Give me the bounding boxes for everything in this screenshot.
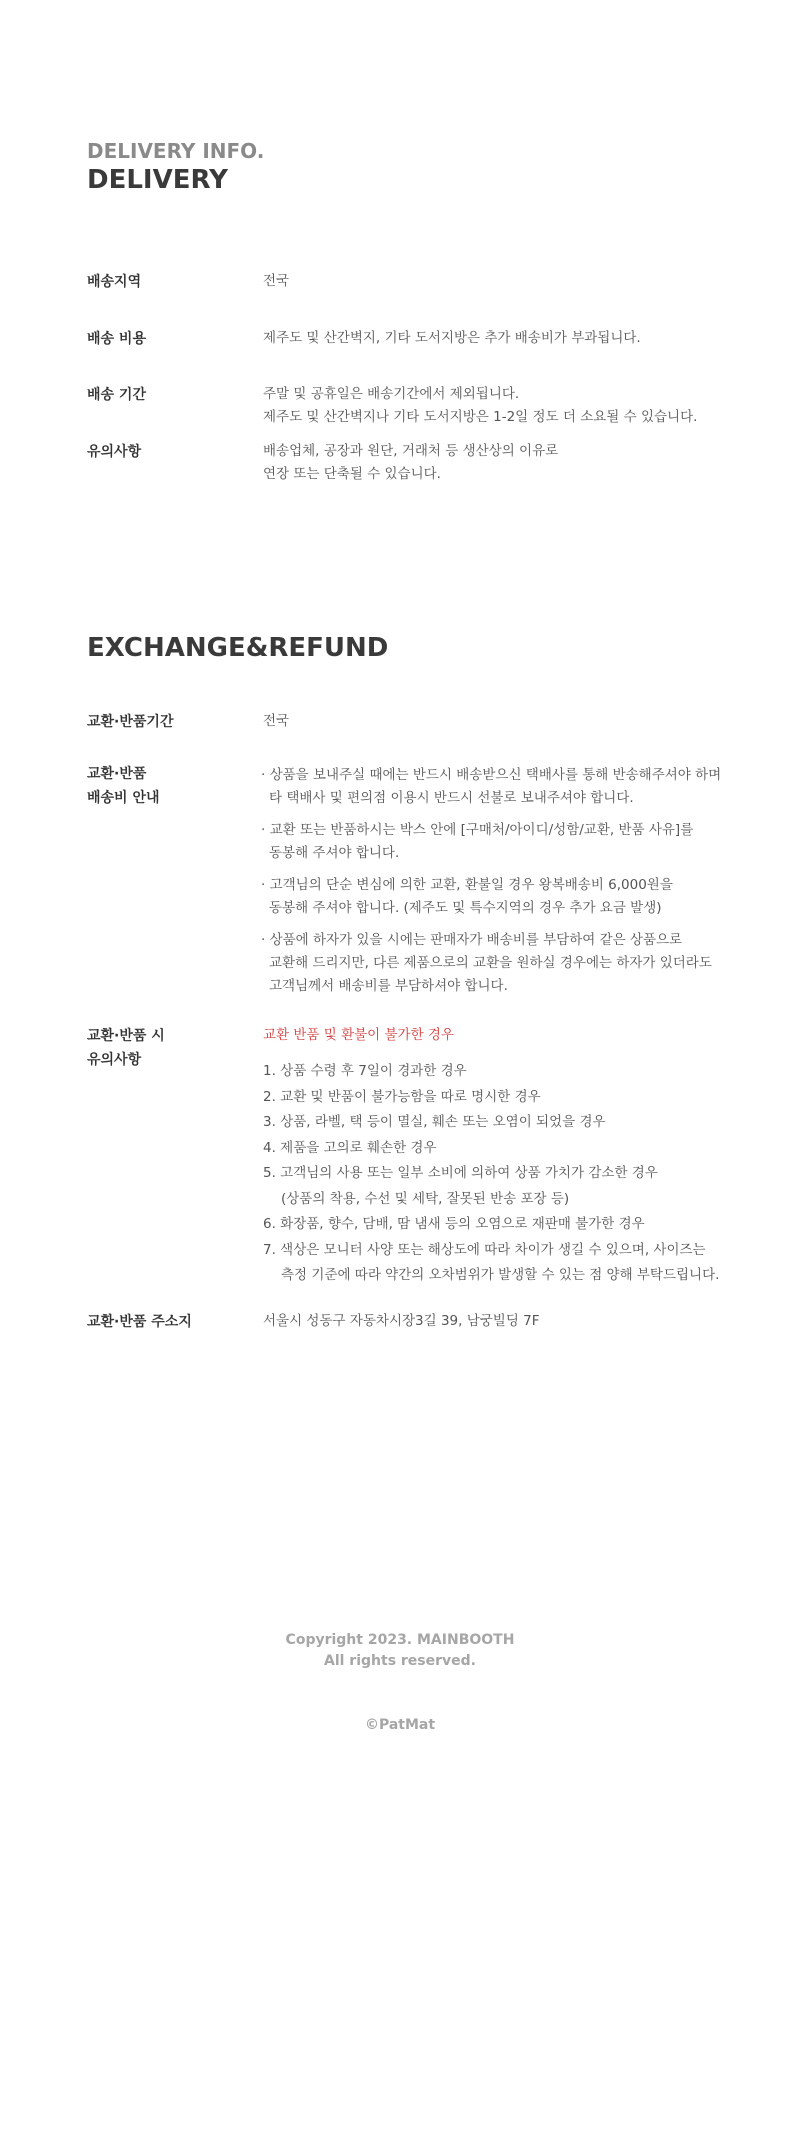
numbered-line: 7. 색상은 모니터 사양 또는 해상도에 따라 차이가 생길 수 있으며, 사이즈는 [263,1241,706,1258]
row-value: 서울시 성동구 자동차시장3길 39, 남궁빌딩 7F [263,1313,540,1329]
numbered-item [263,1059,743,1085]
bullet-line: 동봉해 주셔야 합니다. [269,845,400,861]
delivery-title: DELIVERY [87,165,228,195]
numbered-line: 6. 화장품, 향수, 담배, 땀 냄새 등의 오염으로 재판매 불가한 경우 [263,1216,645,1232]
row-label-line: 배송비 안내 [87,790,160,806]
notice-red-title: 교환 반품 및 환불이 불가한 경우 [263,1027,454,1043]
row-label: 배송 비용 [87,331,146,347]
bullet-line: · 상품에 하자가 있을 시에는 판매자가 배송비를 부담하여 같은 상품으로 [261,932,683,948]
numbered-line: 3. 상품, 라벨, 택 등이 멸실, 훼손 또는 오염이 되었을 경우 [263,1114,606,1130]
row-label-line: 교환·반품 [87,766,147,782]
numbered-line: 2. 교환 및 반품이 불가능함을 따로 명시한 경우 [263,1088,541,1105]
row-value: 전국 [263,713,290,729]
bullet-line: 타 택배사 및 편의점 이용시 반드시 선불로 보내주셔야 합니다. [269,790,634,806]
bullet-line: · 고객님의 단순 변심에 의한 교환, 환불일 경우 왕복배송비 6,000원을 [261,877,673,893]
shipping-bullets [261,764,741,1007]
numbered-line: 5. 고객님의 사용 또는 일부 소비에 의하여 상품 가치가 감소한 경우 [263,1165,658,1181]
numbered-item [263,1110,743,1136]
row-value [263,383,743,429]
numbered-item [263,1212,743,1238]
numbered-line: 1. 상품 수령 후 7일이 경과한 경우 [263,1063,467,1079]
bullet-line: 고객님께서 배송비를 부담하셔야 합니다. [269,978,508,994]
row-value-line: 배송업체, 공장과 원단, 거래처 등 생산상의 이유로 [263,443,559,459]
bullet-item [261,819,741,865]
row-label: 교환·반품기간 [87,714,174,730]
numbered-line: 4. 제품을 고의로 훼손한 경우 [263,1139,437,1156]
row-label: 유의사항 [87,444,142,460]
delivery-header [87,138,737,196]
row-label: 배송지역 [87,274,142,290]
exchange-table [87,710,737,1340]
row-value [263,327,743,350]
row-value [263,270,743,293]
numbered-line: 측정 기준에 따라 약간의 오차범위가 발생할 수 있는 점 양해 부탁드립니다. [281,1267,720,1283]
row-label [87,1024,257,1072]
numbered-item [263,1161,743,1212]
footer [0,1630,800,1672]
row-label: 배송 기간 [87,387,146,403]
row-label-line: 유의사항 [87,1052,142,1068]
exchange-title: EXCHANGE&REFUND [87,633,389,663]
row-value-line: 연장 또는 단축될 수 있습니다. [263,466,441,482]
bullet-item [261,764,741,810]
row-value-line: 전국 [263,273,290,289]
numbered-item [263,1136,743,1162]
copyright-line: All rights reserved. [324,1653,476,1669]
bullet-item [261,929,741,998]
numbered-line: (상품의 착용, 수선 및 세탁, 잘못된 반송 포장 등) [281,1190,570,1207]
copyright-line: Copyright 2023. MAINBOOTH [285,1632,515,1648]
row-label-line: 교환·반품 시 [87,1028,165,1044]
delivery-eyebrow: DELIVERY INFO. [87,139,265,163]
delivery-table [87,270,737,500]
row-label: 교환·반품 주소지 [87,1314,192,1330]
bullet-item [261,874,741,920]
row-label [87,762,257,810]
bullet-line: 교환해 드리지만, 다른 제품으로의 교환을 원하실 경우에는 하자가 있더라도 [269,955,712,971]
footer-credit [0,1714,800,1733]
bullet-line: 동봉해 주셔야 합니다. (제주도 및 특수지역의 경우 추가 요금 발생) [269,900,662,916]
exchange-header [87,632,737,664]
credit-text[interactable]: ©PatMat [364,1717,436,1733]
row-value-line: 제주도 및 산간벽지나 기타 도서지방은 1-2일 정도 더 소요될 수 있습니다. [263,409,698,425]
row-value [263,440,743,486]
notice-content [263,1024,743,1289]
bullet-line: · 상품을 보내주실 때에는 반드시 배송받으신 택배사를 통해 반송해주셔야 하며 [261,767,722,783]
numbered-item [263,1238,743,1289]
row-value-line: 제주도 및 산간벽지, 기타 도서지방은 추가 배송비가 부과됩니다. [263,330,641,346]
bullet-line: · 교환 또는 반품하시는 박스 안에 [구매처/아이디/성함/교환, 반품 사유]를 [261,822,694,838]
row-value-line: 주말 및 공휴일은 배송기간에서 제외됩니다. [263,386,520,402]
numbered-item [263,1085,743,1111]
